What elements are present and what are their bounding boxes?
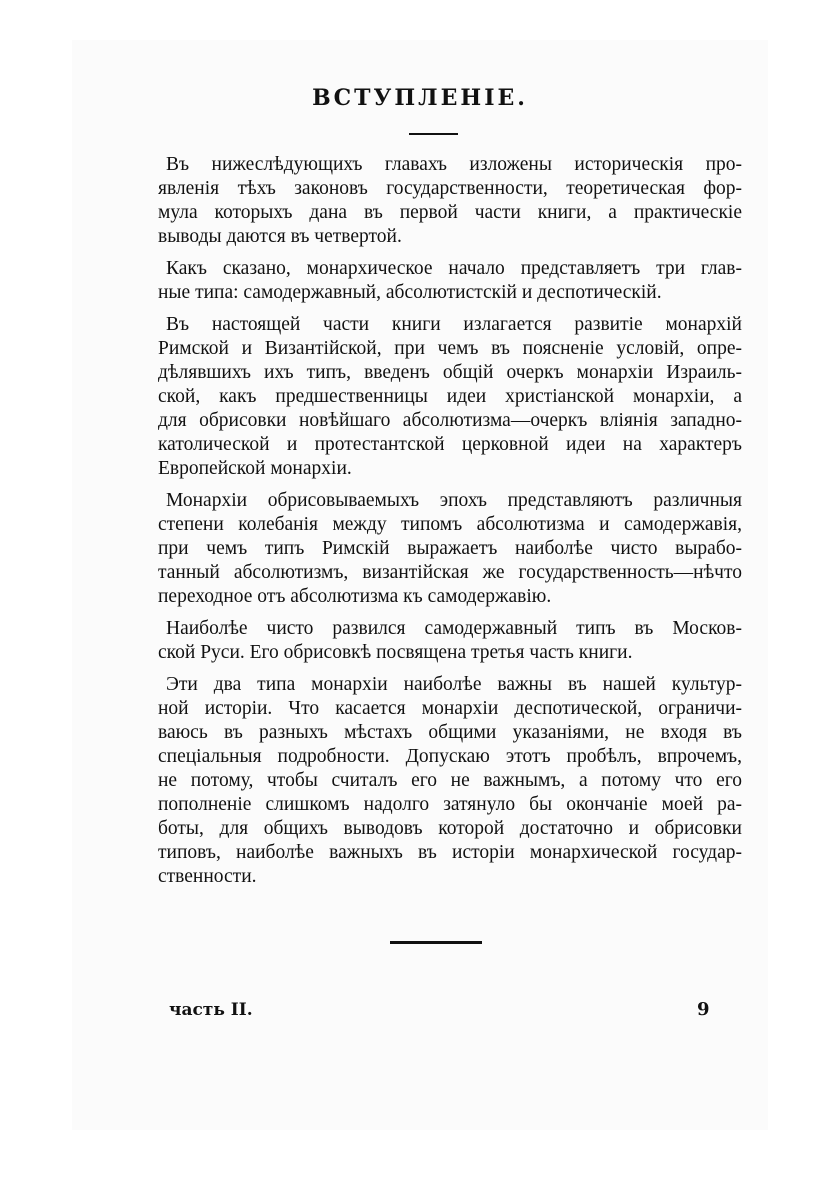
- paragraph: [158, 673, 742, 889]
- text-line: Какъ сказано, монархическое начало представляетъ три глав-: [166, 258, 742, 279]
- text-line: Монархіи обрисовываемыхъ эпохъ представляютъ различныя: [166, 490, 742, 511]
- text-line: явленія тѣхъ законовъ государственности, теоретическая фор-: [158, 178, 742, 199]
- text-line: типовъ, наиболѣе важныхъ въ исторіи монархической государ-: [158, 842, 742, 863]
- text-line: переходное отъ абсолютизма къ самодержавію.: [158, 586, 552, 607]
- book-page: [72, 40, 768, 1130]
- body-text: [158, 153, 742, 897]
- part-label: часть II.: [169, 1000, 253, 1020]
- text-line: при чемъ типъ Римскій выражаетъ наиболѣе чисто вырабо-: [158, 538, 742, 559]
- text-line: ской Руси. Его обрисовкѣ посвящена третья часть книги.: [158, 642, 633, 663]
- text-line: спеціальныя подробности. Допускаю этотъ пробѣлъ, впрочемъ,: [158, 746, 742, 767]
- paragraph: [158, 489, 742, 609]
- text-line: ваюсь въ разныхъ мѣстахъ общими указаніями, не входя въ: [158, 722, 742, 743]
- end-divider: [390, 941, 482, 944]
- paragraph: [158, 153, 742, 249]
- paragraph: [158, 313, 742, 481]
- text-line: Наиболѣе чисто развился самодержавный типъ въ Москов-: [166, 618, 742, 639]
- title-divider: [409, 133, 458, 135]
- text-line: Эти два типа монархіи наиболѣе важны въ нашей культур-: [166, 674, 742, 695]
- chapter-title: ВСТУПЛЕНІЕ.: [312, 85, 528, 111]
- text-line: для обрисовки новѣйшаго абсолютизма—очеркъ вліянія западно-: [158, 410, 742, 431]
- text-line: ственности.: [158, 866, 257, 887]
- text-line: Римской и Византійской, при чемъ въ поясненіе условій, опре-: [158, 338, 742, 359]
- text-line: мула которыхъ дана въ первой части книги, а практическіе: [158, 202, 742, 223]
- text-line: ной исторіи. Что касается монархіи деспотической, ограничи-: [158, 698, 742, 719]
- text-line: степени колебанія между типомъ абсолютизма и самодержавія,: [158, 514, 742, 535]
- text-line: не потому, чтобы считалъ его не важнымъ, а потому что его: [158, 770, 742, 791]
- text-line: дѣлявшихъ ихъ типъ, введенъ общій очеркъ монархіи Израиль-: [158, 362, 742, 383]
- paragraph: [158, 257, 742, 305]
- text-line: Европейской монархіи.: [158, 458, 352, 479]
- text-line: танный абсолютизмъ, византійская же государственность—нѣчто: [158, 562, 742, 583]
- text-line: боты, для общихъ выводовъ которой достаточно и обрисовки: [158, 818, 742, 839]
- text-line: ской, какъ предшественницы идеи христіанской монархіи, а: [158, 386, 742, 407]
- text-line: выводы даются въ четвертой.: [158, 226, 402, 247]
- page-number: 9: [697, 999, 710, 1020]
- text-line: Въ нижеслѣдующихъ главахъ изложены историческія про-: [166, 154, 742, 175]
- paragraph: [158, 617, 742, 665]
- text-line: католической и протестантской церковной идеи на характеръ: [158, 434, 742, 455]
- text-line: пополненіе слишкомъ надолго затянуло бы окончаніе моей ра-: [158, 794, 742, 815]
- text-line: Въ настоящей части книги излагается развитіе монархій: [166, 314, 742, 335]
- text-line: ные типа: самодержавный, абсолютистскій и деспотическій.: [158, 282, 662, 303]
